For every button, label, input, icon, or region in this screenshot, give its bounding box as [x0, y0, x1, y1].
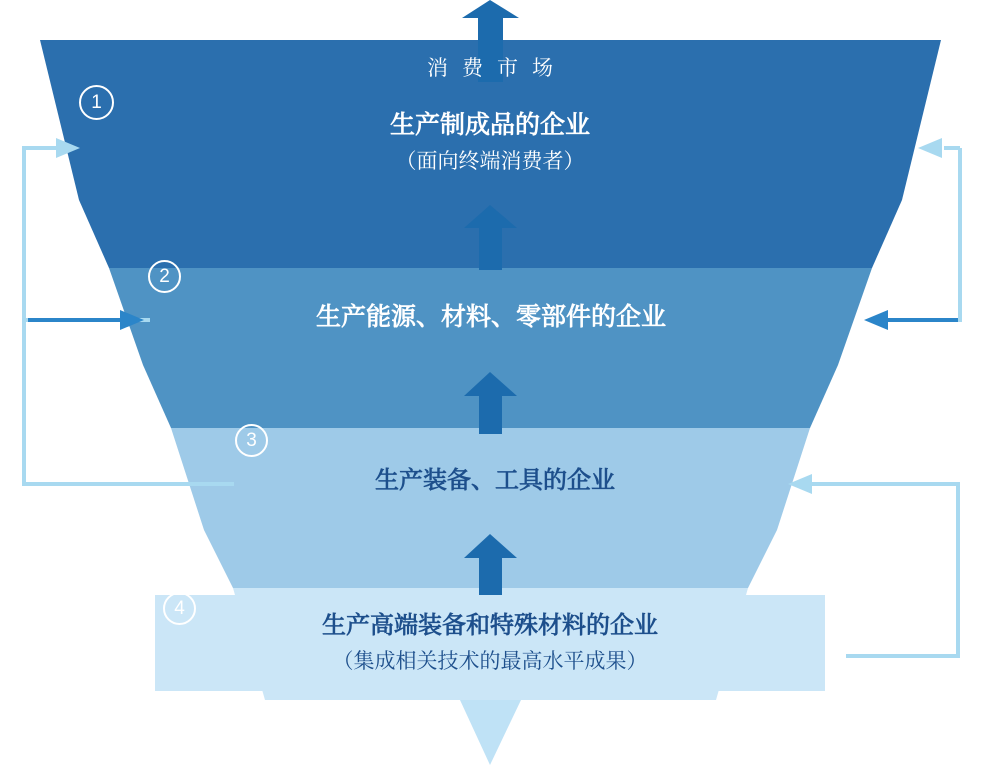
funnel-level-3-title: 生产装备、工具的企业 — [375, 467, 615, 494]
feedback-loop-right-3 — [812, 484, 958, 656]
funnel-bottom-tip — [460, 700, 521, 765]
funnel-level-4[interactable] — [155, 595, 825, 691]
funnel-level-4-title: 生产高端装备和特殊材料的企业 — [322, 612, 658, 639]
funnel-level-3[interactable] — [236, 437, 754, 525]
funnel-level-1-title: 生产制成品的企业 — [389, 110, 590, 139]
feedback-loop-right-1 — [900, 148, 960, 320]
feedback-arrowhead-right-2 — [864, 310, 888, 330]
funnel-level-4-number: 4 — [163, 592, 196, 625]
market-label: 消费市场 — [427, 57, 567, 80]
funnel-level-3-number: 3 — [235, 424, 268, 457]
funnel-level-2-number: 2 — [148, 260, 181, 293]
funnel-level-1-number: 1 — [79, 85, 114, 120]
funnel-level-1-subtitle: （面向终端消费者） — [395, 149, 585, 173]
funnel-level-2[interactable] — [152, 274, 830, 360]
funnel-level-4-subtitle: （集成相关技术的最高水平成果） — [332, 650, 648, 673]
funnel-level-2-title: 生产能源、材料、零部件的企业 — [315, 303, 666, 331]
feedback-arrowhead-right-1 — [918, 138, 942, 158]
funnel-level-1[interactable] — [86, 88, 894, 195]
